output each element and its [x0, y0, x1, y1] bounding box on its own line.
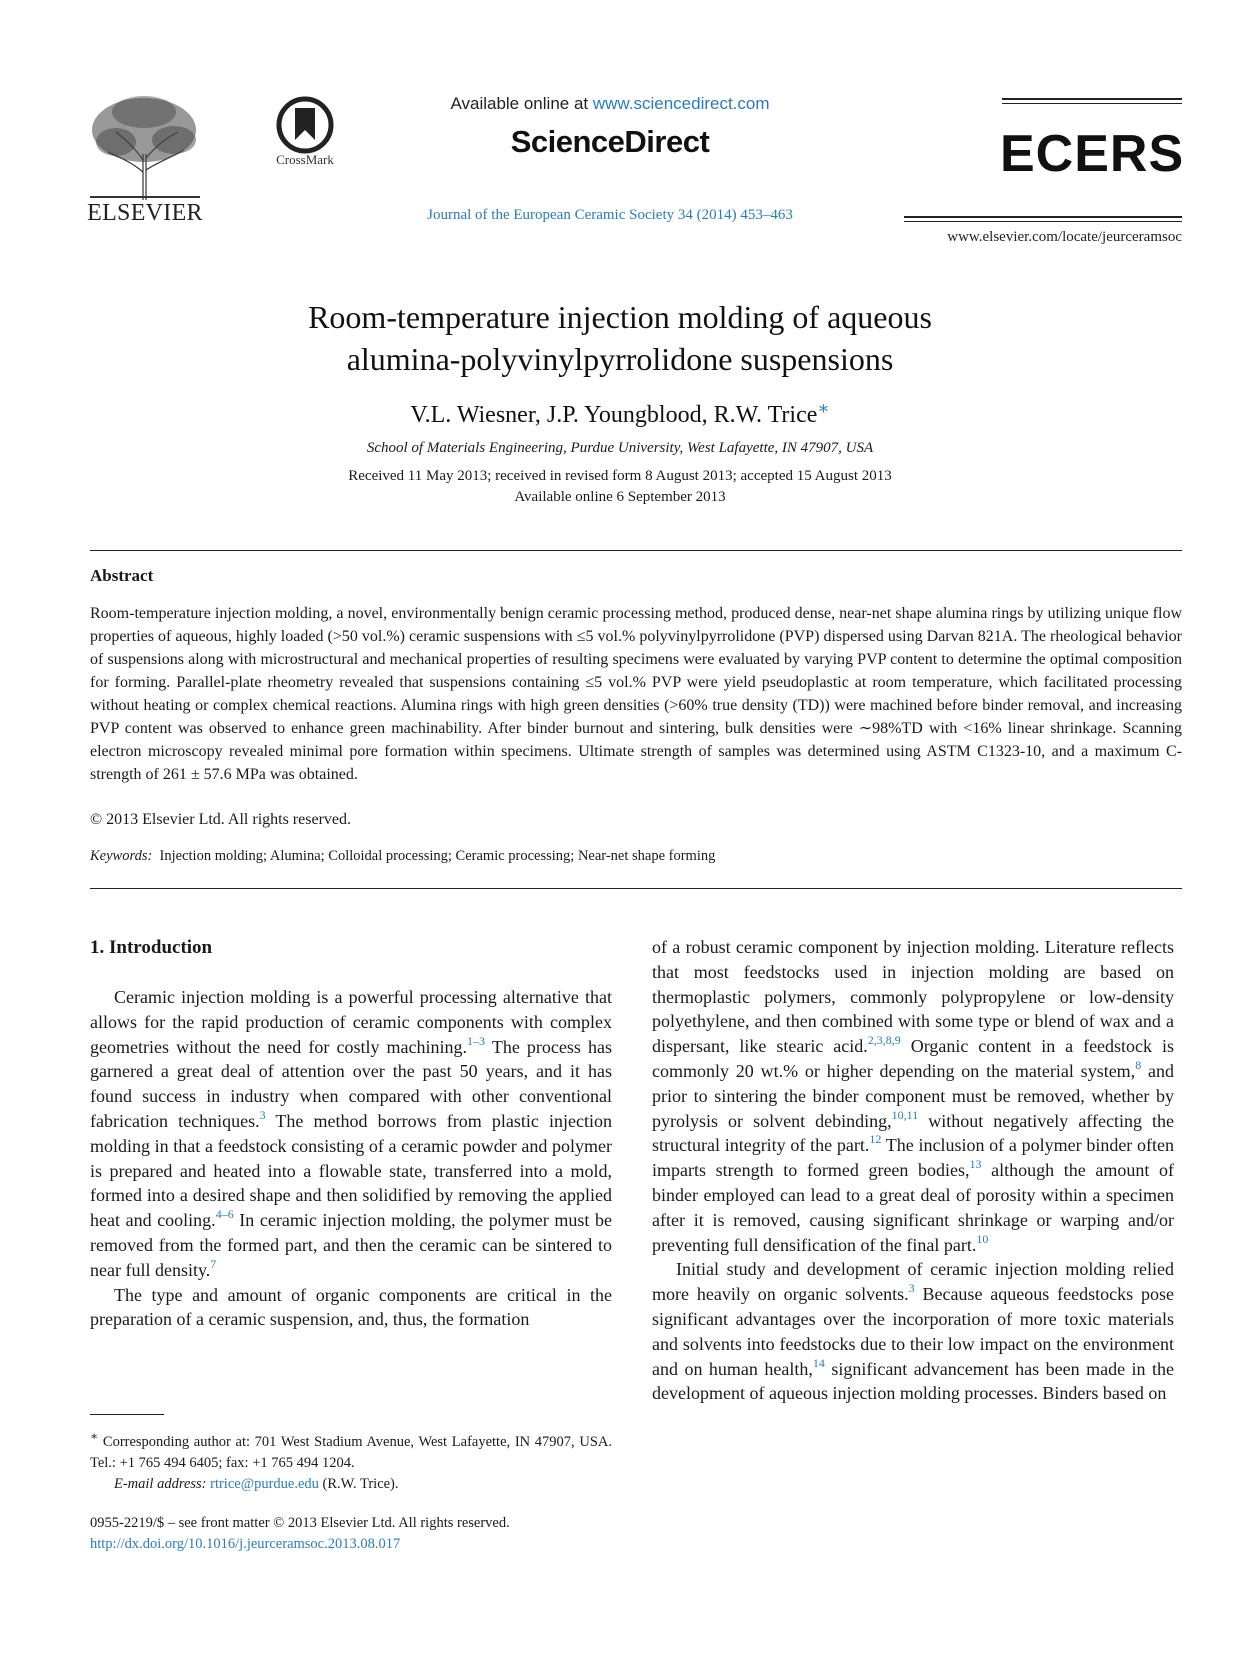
header-rule [1002, 98, 1182, 100]
paragraph: Initial study and development of ceramic injection molding relied more heavily on organic solvents.$^3$ Because aqueous feedstocks pose significant advantages over the incorporation of more toxic materials and solvents into feedstocks due to their low impact on the environment and on human health,$^{14}$ significant advancement has been made in the development of aqueous injection molding processes. Binders based on [652, 1259, 1174, 1404]
footnote-rule [90, 1414, 164, 1415]
abstract-heading: Abstract [90, 566, 154, 585]
corresponding-author-footnote [90, 1426, 612, 1495]
citation-link[interactable]: 8 [1135, 1057, 1142, 1072]
footnote-mark: ∗ [90, 1429, 99, 1443]
header-rule [904, 221, 1182, 222]
footnote-email: E-mail address: rtrice@purdue.edu (R.W. Trice). [114, 1475, 399, 1492]
journal-homepage-url[interactable]: www.elsevier.com/locate/jeurceramsoc [947, 229, 1182, 245]
title-line-2: alumina-polyvinylpyrrolidone suspensions [346, 341, 894, 377]
citation-link[interactable]: 12 [869, 1132, 882, 1147]
email-label: E-mail address: [114, 1475, 207, 1492]
citation-link[interactable]: 10,11 [891, 1107, 919, 1122]
authors-text: V.L. Wiesner, J.P. Youngblood, R.W. Trice [410, 402, 818, 428]
elsevier-wordmark: ELSEVIER [87, 200, 203, 226]
paragraph: The type and amount of organic components are critical in the preparation of a ceramic suspension, and, thus, the formation [90, 1284, 612, 1330]
keywords-list: Injection molding; Alumina; Colloidal processing; Ceramic processing; Near-net shape forming [159, 848, 716, 864]
citation-link[interactable]: 14 [812, 1355, 825, 1370]
footnote-address: ∗ Corresponding author at: 701 West Stadium Avenue, West Lafayette, IN 47907, USA. Tel.: +1 765 494 6405; fax: +1 765 494 1204. [90, 1429, 612, 1471]
citation-link[interactable]: 4–6 [215, 1207, 234, 1222]
affiliation: School of Materials Engineering, Purdue University, West Lafayette, IN 47907, USA [366, 440, 874, 456]
section-heading-introduction: 1. Introduction [90, 937, 213, 958]
available-online-date: Available online 6 September 2013 [514, 489, 726, 505]
journal-citation-link[interactable]: Journal of the European Ceramic Society 34 (2014) 453–463 [427, 207, 793, 223]
keywords-line [90, 848, 715, 865]
sciencedirect-logo: ScienceDirect [510, 124, 710, 159]
citation-link[interactable]: 2,3,8,9 [867, 1033, 901, 1048]
email-link[interactable]: rtrice@purdue.edu [210, 1475, 319, 1492]
available-online-line [360, 94, 860, 114]
paragraph: of a robust ceramic component by injection molding. Literature reflects that most feedstocks used in injection molding are based on thermoplastic polymers, commonly polypropylene or low-density polyethylene, and then combined with some type or blend of wax and a dispersant, like stearic acid.$^{2,3,8,9}$ Organic content in a feedstock is commonly 20 wt.% or higher depending on the material system,$^8$ and prior to sintering the binder component must be removed, whether by pyrolysis or solvent debinding,$^{10,11}$ without negatively affecting the structural integrity of the part.$^{12}$ The inclusion of a polymer binder often imparts strength to formed green bodies,$^{13}$ although the amount of binder employed can lead to a great deal of porosity within a specimen after it is removed, causing significant shrinkage or warping and/or preventing full densification of the final part.$^{10}$ [652, 937, 1175, 1255]
citation-link[interactable]: 3 [259, 1107, 266, 1122]
right-column [652, 935, 1174, 1406]
citation-link[interactable]: 10 [976, 1231, 989, 1246]
title-line-1: Room-temperature injection molding of aqueous [308, 299, 932, 335]
corresponding-author-mark[interactable]: ∗ [817, 398, 830, 418]
citation-link[interactable]: 7 [210, 1256, 217, 1271]
issn-front-matter: 0955-2219/$ – see front matter © 2013 Elsevier Ltd. All rights reserved. [90, 1515, 510, 1531]
citation-link[interactable]: 3 [908, 1281, 915, 1296]
header-rule [1002, 103, 1182, 104]
sciencedirect-link[interactable]: www.sciencedirect.com [592, 94, 770, 113]
received-dates: Received 11 May 2013; received in revised form 8 August 2013; accepted 15 August 2013 [348, 468, 892, 484]
doi-link[interactable]: http://dx.doi.org/10.1016/j.jeurceramsoc.2013.08.017 [90, 1536, 401, 1552]
keywords-label: Keywords: [90, 848, 153, 864]
left-column [90, 985, 612, 1332]
author-list [200, 398, 1040, 429]
header-rule [904, 216, 1182, 218]
citation-link[interactable]: 1–3 [467, 1033, 486, 1048]
citation-link[interactable]: 13 [969, 1157, 982, 1172]
paragraph: Ceramic injection molding is a powerful processing alternative that allows for the rapid production of ceramic components with complex geometries without the need for costly machining.$^{1-3}$ The process has garnered a great deal of attention over the past 50 years, and it has found success in industry when compared with other conventional fabrication techniques.$^3$ The method borrows from plastic injection molding in that a feedstock consisting of a ceramic powder and polymer is prepared and heated into a flowable state, transferred into a mold, formed into a desired shape and then solidified by removing the applied heat and cooling.$^{4-6}$ In ceramic injection molding, the polymer must be removed from the formed part, and then the ceramic can be sintered to near full density.$^7$ [90, 987, 613, 1280]
abstract-text: Room-temperature injection molding, a novel, environmentally benign ceramic processing method, produced dense, near-net shape alumina rings by utilizing unique flow properties of aqueous, highly loaded (>50 vol.%) ceramic suspensions with ≤5 vol.% polyvinylpyrrolidone (PVP) dispersed using Darvan 821A. The rheological behavior of suspensions along with microstructural and mechanical properties of resulting specimens were evaluated by varying PVP content to determine the optimal composition for forming. Parallel-plate rheometry revealed that suspensions containing ≤5 vol.% PVP were yield pseudoplastic at room temperature, which facilitated processing without heating or complex chemical reactions. Alumina rings with high green densities (>60% true density (TD)) were machined before binder removal, and increasing PVP content was observed to enhance green machinability. After binder burnout and sintering, bulk densities were ∼98%TD with <16% linear shrinkage. Scanning electron microscopy revealed minimal pore formation within specimens. Ultimate strength of samples was determined using ASTM C1323-10, and a maximum C-strength of 261 ± 57.6 MPa was obtained. [90, 605, 1182, 783]
abstract-copyright: © 2013 Elsevier Ltd. All rights reserved. [90, 811, 351, 828]
abstract-top-rule [90, 550, 1182, 551]
article-title [200, 296, 1040, 380]
available-prefix: Available online at [450, 94, 593, 113]
ecers-logo: ECERS [1000, 125, 1185, 183]
crossmark-label: CrossMark [276, 152, 334, 167]
abstract-bottom-rule [90, 888, 1182, 889]
